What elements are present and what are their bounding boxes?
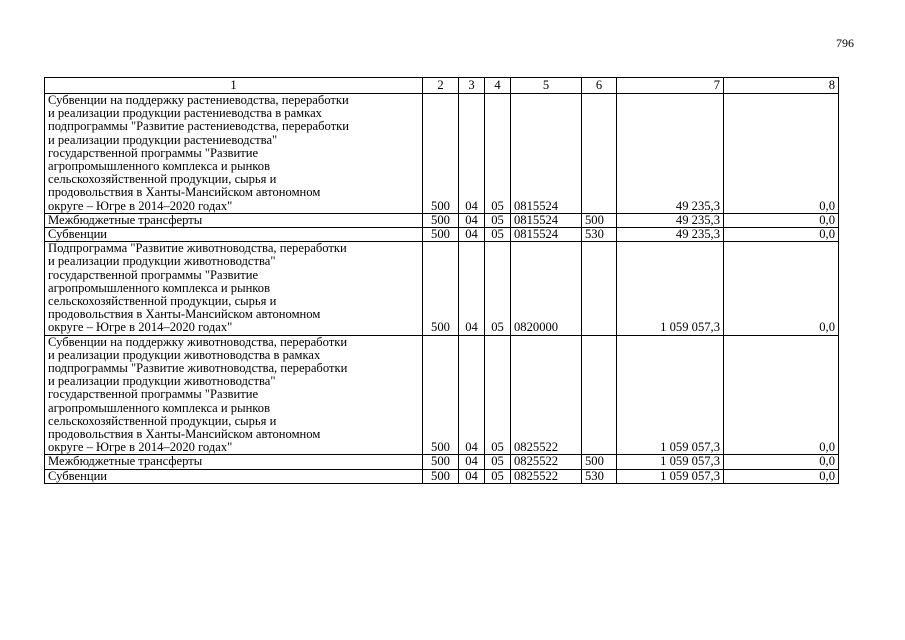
column-header: 4 bbox=[485, 78, 511, 94]
cell-col8: 0,0 bbox=[724, 228, 839, 242]
cell-col6 bbox=[582, 335, 617, 455]
cell-col6: 530 bbox=[582, 469, 617, 483]
cell-col7: 49 235,3 bbox=[617, 94, 724, 214]
cell-col8: 0,0 bbox=[724, 335, 839, 455]
table-header-row bbox=[45, 78, 839, 94]
budget-table bbox=[44, 77, 839, 484]
cell-col3: 04 bbox=[459, 242, 485, 335]
cell-col5: 0825522 bbox=[511, 469, 582, 483]
cell-col4: 05 bbox=[485, 242, 511, 335]
cell-col2: 500 bbox=[423, 455, 459, 469]
row-name-cell bbox=[45, 469, 423, 483]
column-header: 6 bbox=[582, 78, 617, 94]
cell-col7: 1 059 057,3 bbox=[617, 335, 724, 455]
cell-col2: 500 bbox=[423, 94, 459, 214]
cell-col4: 05 bbox=[485, 469, 511, 483]
table-row bbox=[45, 242, 839, 335]
row-name: Субвенции на поддержку растениеводства, переработки и реализации продукции растениеводства в рамках подпрограммы "Развитие растениеводства, переработки и реализации продукции растениеводства" государственной программы "Развитие агропромышленного комплекса и рынков сельскохозяйственной продукции, сырья и продовольствия в Ханты-Мансийском автономном округе – Югре в 2014–2020 годах" bbox=[48, 93, 349, 213]
cell-col5: 0820000 bbox=[511, 242, 582, 335]
cell-col4: 05 bbox=[485, 213, 511, 227]
cell-col8: 0,0 bbox=[724, 469, 839, 483]
cell-col2: 500 bbox=[423, 469, 459, 483]
page-number: 796 bbox=[836, 36, 854, 50]
cell-col4: 05 bbox=[485, 455, 511, 469]
row-name-cell bbox=[45, 455, 423, 469]
table-row bbox=[45, 213, 839, 227]
cell-col2: 500 bbox=[423, 213, 459, 227]
cell-col7: 49 235,3 bbox=[617, 213, 724, 227]
row-name: Подпрограмма "Развитие животноводства, переработки и реализации продукции животноводства" государственной программы "Развитие агропромышленного комплекса и рынков сельскохозяйственной продукции, сырья и продовольствия в Ханты-Мансийском автономном округе – Югре в 2014–2020 годах" bbox=[48, 241, 347, 335]
cell-col3: 04 bbox=[459, 335, 485, 455]
cell-col5: 0815524 bbox=[511, 228, 582, 242]
row-name: Субвенции bbox=[48, 468, 108, 483]
cell-col8: 0,0 bbox=[724, 455, 839, 469]
row-name: Субвенции на поддержку животноводства, переработки и реализации продукции животноводства в рамках подпрограммы "Развитие животноводства, переработки и реализации продукции животноводства" государственной программы "Развитие агропромышленного комплекса и рынков сельскохозяйственной продукции, сырья и продовольствия в Ханты-Мансийском автономном округе – Югре в 2014–2020 годах" bbox=[48, 334, 348, 455]
cell-col6: 530 bbox=[582, 228, 617, 242]
cell-col3: 04 bbox=[459, 228, 485, 242]
column-header: 1 bbox=[45, 78, 423, 94]
cell-col7: 1 059 057,3 bbox=[617, 469, 724, 483]
cell-col8: 0,0 bbox=[724, 242, 839, 335]
cell-col3: 04 bbox=[459, 455, 485, 469]
cell-col2: 500 bbox=[423, 335, 459, 455]
cell-col4: 05 bbox=[485, 228, 511, 242]
table-row bbox=[45, 335, 839, 455]
cell-col5: 0825522 bbox=[511, 335, 582, 455]
cell-col4: 05 bbox=[485, 335, 511, 455]
table-row bbox=[45, 455, 839, 469]
cell-col8: 0,0 bbox=[724, 213, 839, 227]
cell-col6 bbox=[582, 94, 617, 214]
column-header: 2 bbox=[423, 78, 459, 94]
cell-col3: 04 bbox=[459, 469, 485, 483]
table-row bbox=[45, 228, 839, 242]
cell-col5: 0815524 bbox=[511, 213, 582, 227]
column-header: 3 bbox=[459, 78, 485, 94]
cell-col6: 500 bbox=[582, 455, 617, 469]
cell-col4: 05 bbox=[485, 94, 511, 214]
row-name-cell bbox=[45, 228, 423, 242]
cell-col6: 500 bbox=[582, 213, 617, 227]
row-name-cell bbox=[45, 242, 423, 335]
cell-col2: 500 bbox=[423, 242, 459, 335]
cell-col8: 0,0 bbox=[724, 94, 839, 214]
cell-col6 bbox=[582, 242, 617, 335]
cell-col7: 1 059 057,3 bbox=[617, 455, 724, 469]
cell-col2: 500 bbox=[423, 228, 459, 242]
table-row bbox=[45, 469, 839, 483]
table-row bbox=[45, 94, 839, 214]
cell-col3: 04 bbox=[459, 213, 485, 227]
column-header: 5 bbox=[511, 78, 582, 94]
column-header: 7 bbox=[617, 78, 724, 94]
cell-col5: 0815524 bbox=[511, 94, 582, 214]
row-name-cell bbox=[45, 94, 423, 214]
row-name: Межбюджетные трансферты bbox=[48, 212, 203, 227]
row-name: Субвенции bbox=[48, 227, 108, 242]
row-name-cell bbox=[45, 335, 423, 455]
column-header: 8 bbox=[724, 78, 839, 94]
row-name-cell bbox=[45, 213, 423, 227]
cell-col7: 1 059 057,3 bbox=[617, 242, 724, 335]
row-name: Межбюджетные трансферты bbox=[48, 454, 203, 469]
cell-col3: 04 bbox=[459, 94, 485, 214]
cell-col7: 49 235,3 bbox=[617, 228, 724, 242]
cell-col5: 0825522 bbox=[511, 455, 582, 469]
